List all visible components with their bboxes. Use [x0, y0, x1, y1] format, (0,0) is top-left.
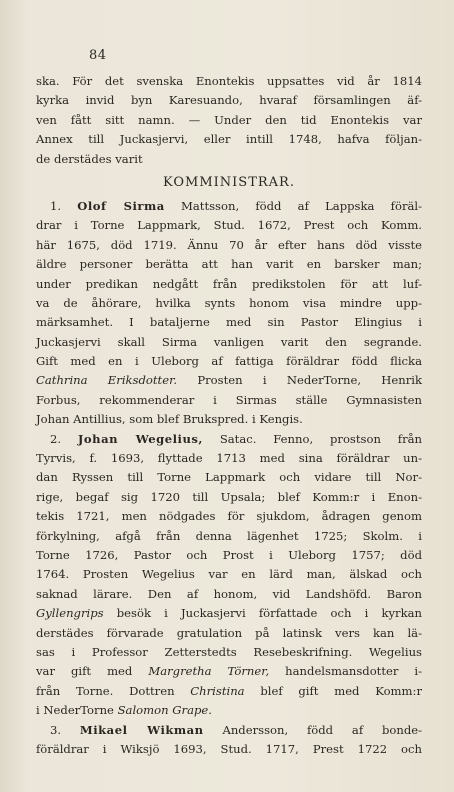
entry-1-wife-rest: Prosten i NederTorne, Henrik — [197, 373, 423, 388]
entry-1-wife-name: Cathrina Eriksdotter. — [36, 373, 178, 388]
entry-3-number: 3. — [50, 722, 62, 737]
entry-1-line: under predikan nedgått från predikstolen för att luf- — [36, 276, 422, 291]
entry-2-married-prefix: var gift med — [36, 664, 133, 679]
entry-2-line: förkylning, afgå från denna lägenhet 1725; Skolm. i — [36, 528, 422, 543]
intro-line: kyrka invid byn Karesuando, hvaraf församlingen äf- — [36, 93, 422, 108]
entry-2-line: saknad lärare. Den af honom, vid Landshöfd. Baron — [36, 586, 422, 601]
entry-1-wife-line — [36, 371, 422, 390]
entry-2-line: rige, begaf sig 1720 till Upsala; blef Komm:r i Enon- — [36, 489, 422, 504]
intro-line: ska. För det svenska Enontekis uppsattes vid år 1814 — [36, 74, 422, 88]
entry-2-line: derstädes förvarade gratulation på latinsk vers kan lä- — [36, 625, 422, 640]
entry-2-married-line — [36, 662, 422, 681]
intro-line: Annex till Juckasjervi, eller intill 1748, hafva följan- — [36, 132, 422, 147]
entry-2-number: 2. — [50, 431, 62, 446]
entry-2-first-line — [36, 430, 422, 449]
entry-2-daughter-rest: blef gift med Komm:r — [260, 683, 422, 698]
entry-1-line: Forbus, rekommenderar i Sirmas ställe Gymnasisten — [36, 392, 422, 407]
entry-2-line: Tyrvis, f. 1693, flyttade 1713 med sina föräldrar un- — [36, 451, 422, 466]
entry-2-daughter-line — [36, 682, 422, 701]
entry-1-line: äldre personer berätta att han varit en barsker man; — [36, 257, 422, 272]
entry-2-daughter-name: Christina — [190, 683, 245, 698]
intro-line: de derstädes varit — [36, 151, 143, 166]
entry-1-line: här 1675, död 1719. Ännu 70 år efter hans död visste — [36, 237, 422, 252]
entry-3-first-line — [36, 721, 422, 740]
entry-2-line: 1764. Prosten Wegelius var en lärd man, älskad och — [36, 567, 422, 582]
entry-1-first-line-text: Mattsson, född af Lappska föräl- — [181, 198, 423, 213]
entry-2-line: sas i Professor Zetterstedts Resebeskrifning. Wegelius — [36, 644, 422, 659]
entry-1-number: 1. — [50, 198, 62, 213]
entry-3-first-line-text: Andersson, född af bonde- — [222, 722, 423, 737]
entry-2-line: tekis 1721, men nödgades för sjukdom, ådragen genom — [36, 509, 422, 524]
section-heading: KOMMINISTRAR. — [163, 174, 295, 190]
entry-3-name: Mikael Wikman — [79, 722, 204, 737]
entry-2-husband-prefix: i NederTorne — [36, 703, 114, 718]
entry-1-first-line — [36, 197, 422, 216]
entry-2-gyllengrip: Gyllengrips — [36, 606, 104, 621]
entry-2-wife-name: Margretha Törner, — [148, 664, 270, 679]
entry-2-line: dan Ryssen till Torne Lappmark och vidare till Nor- — [36, 470, 422, 485]
entry-2-first-line-text: Satac. Fenno, prostson från — [219, 431, 422, 446]
entry-2-husband-line — [36, 701, 422, 720]
text-body — [36, 72, 422, 759]
entry-1-line: märksamhet. I bataljerne med sin Pastor Elingius i — [36, 315, 422, 330]
entry-1-line: Juckasjervi skall Sirma vanligen varit den segrande. — [36, 334, 422, 349]
entry-2-gyllengrip-line — [36, 604, 422, 623]
entry-1-line: va de åhörare, hvilka synts honom visa mindre upp- — [36, 295, 422, 310]
entry-2-husband-name: Salomon Grape. — [117, 703, 212, 718]
entry-2-name: Johan Wegelius, — [77, 431, 203, 446]
entry-1-line: Gift med en i Uleborg af fattiga föräldrar född flicka — [36, 354, 422, 369]
entry-1-line: drar i Torne Lappmark, Stud. 1672, Prest och Komm. — [36, 218, 422, 233]
entry-2-gyllengrip-rest: besök i Juckasjervi författade och i kyrkan — [116, 606, 423, 621]
entry-2-married-rest: handelsmansdotter i- — [285, 664, 423, 679]
entry-2-daughter-prefix: från Torne. Dottren — [36, 683, 175, 698]
entry-2-line: Torne 1726, Pastor och Prost i Uleborg 1757; död — [36, 547, 422, 562]
entry-1-name: Olof Sirma — [77, 198, 165, 213]
entry-1-line: Johan Antillius, som blef Brukspred. i Kengis. — [36, 412, 303, 427]
page-number: 84 — [89, 48, 107, 63]
intro-line: ven fått sitt namn. — Under den tid Enontekis var — [36, 112, 422, 127]
entry-3-line: föräldrar i Wiksjö 1693, Stud. 1717, Prest 1722 och — [36, 741, 422, 756]
